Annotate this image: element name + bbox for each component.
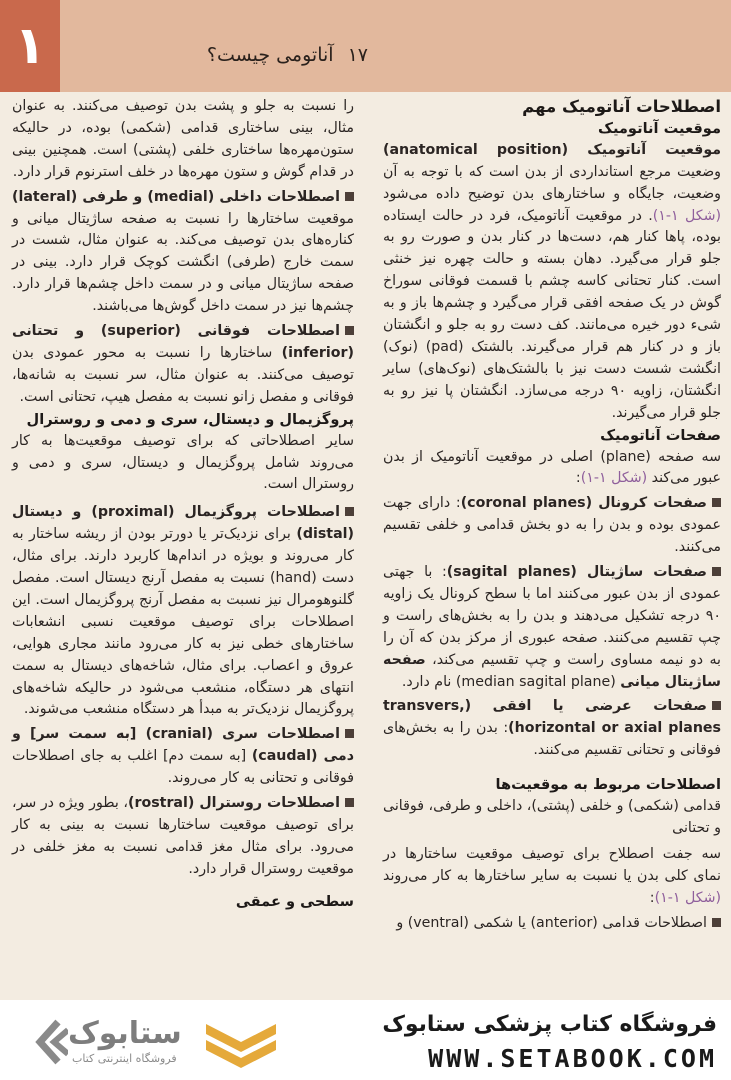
text: اصطلاحات قدامی (anterior) یا شکمی (ventral) و xyxy=(396,914,707,931)
logo-wordmark: ستابوک xyxy=(68,1016,182,1051)
text: : بدن را به بخش‌های فوقانی و تحتانی تقسیم می‌کنند. xyxy=(383,720,721,759)
chapter-number-tab: ١ xyxy=(0,0,60,92)
bullet-superior-inferior xyxy=(12,321,354,409)
text: سه جفت اصطلاح برای توصیف موقعیت ساختارها در نمای کلی بدن یا نسبت به سایر ساختارها به کار می‌روند xyxy=(383,845,721,884)
figure-reference[interactable]: (شکل ۱-۱) xyxy=(654,889,721,906)
paragraph-planes-intro xyxy=(383,447,721,491)
text: [به سمت دم] اغلب به جای اصطلاحات فوقانی و تحتانی به کار می‌روند. xyxy=(12,748,354,787)
text: : xyxy=(575,470,581,487)
store-name: فروشگاه کتاب پزشکی ستابوک xyxy=(382,1012,717,1037)
store-website[interactable]: WWW.SETABOOK.COM xyxy=(428,1044,717,1073)
text: ساختارها را نسبت به محور عمودی بدن توصیف می‌کنند. به عنوان مثال، سر نسبت به شانه‌ها، فوقانی و مفصل زانو نسبت به مفصل هیپ، تحتانی است. xyxy=(12,344,354,405)
text: : xyxy=(649,889,655,906)
term: صفحه ساژیتال میانی xyxy=(383,651,721,690)
bullet-square-icon xyxy=(345,729,354,738)
text: موقعیت ساختارها را نسبت به صفحه ساژیتال میانی و کناره‌های بدن توصیف می‌کند. به عنوان مثال، شست در سمت خارج (طرفی) انگشت کوچک قرار دارد. بینی در صفحه ساژیتال میانی و در سمت داخل چشم‌ها قرار دارد. چشم‌ها نیز در سمت داخل گوش‌ها می‌باشند. xyxy=(12,210,354,315)
bullet-sagittal xyxy=(383,562,721,693)
term: صفحات ساژیتال (sagital planes) xyxy=(446,564,707,581)
section-heading: اصطلاحات آناتومیک مهم xyxy=(522,97,721,116)
term: اصطلاحات سری (cranial) [به سمت سر] و دمی (caudal) xyxy=(12,726,354,765)
bullet-square-icon xyxy=(345,192,354,201)
subheading-position-terms: اصطلاحات مربوط به موقعیت‌ها xyxy=(495,776,721,794)
paragraph-anterior-continued: را نسبت به جلو و پشت بدن توصیف می‌کنند. به عنوان مثال، بینی ساختاری قدامی (شکمی) بوده، در حالیکه ستون‌مهره‌ها ساختاری خلفی (پشتی) است. همچنین بینی در قدام گوش و ستون مهره‌ها در خلف استرنوم قرار دارد. xyxy=(12,98,354,180)
bullet-square-icon xyxy=(712,498,721,507)
page-header xyxy=(0,0,731,92)
term: موقعیت آناتومیک (anatomical position) xyxy=(383,141,721,158)
text: سه صفحه (plane) اصلی در موقعیت آناتومیک از بدن عبور می‌کند xyxy=(383,448,722,487)
term: صفحات کرونال (coronal planes) xyxy=(460,495,708,512)
text: : با جهتی عمودی از بدن عبور می‌کنند اما با سطح کرونال یک زاویه ۹۰ درجه تشکیل می‌دهند و بدن را به بخش‌های راست و چپ تقسیم می‌کنند. صفحه عبوری از مرکز بدن که آن را به دو نیمه مساوی راست و چپ تقسیم می‌کند، xyxy=(383,564,721,668)
figure-reference[interactable]: (شکل ۱-۱) xyxy=(580,470,648,487)
setabook-logo[interactable] xyxy=(28,1012,278,1072)
right-column xyxy=(383,96,721,935)
term: اصطلاحات روسترال (rostral) xyxy=(127,795,340,812)
bullet-square-icon xyxy=(712,567,721,576)
bullet-transverse xyxy=(383,696,721,762)
bullet-cranial-caudal xyxy=(12,724,354,790)
paragraph-position-pairs: قدامی (شکمی) و خلفی (پشتی)، داخلی و طرفی، فوقانی و تحتانی xyxy=(383,798,721,836)
paragraph-three-pairs xyxy=(383,844,721,910)
bullet-square-icon xyxy=(345,507,354,516)
text: ، بطور ویژه در سر، برای توصیف موقعیت ساختارها نسبت به بینی به کار می‌رود. برای مثال مغز قدامی نسبت به مغز خلفی در موقعیت روسترال قرار دارد. xyxy=(12,795,354,877)
term: اصطلاحات فوقانی (superior) و تحتانی (inferior) xyxy=(12,323,354,361)
text: وضعیت مرجع استانداردی از بدن است که با توجه به آن وضعیت، جایگاه و ساختارهای بدن توضیح داده می‌شود xyxy=(383,163,721,202)
chevrons-logo-icon xyxy=(28,1012,68,1072)
bullet-coronal xyxy=(383,493,721,559)
text: . در موقعیت آناتومیک، فرد در حالت ایستاده بوده، پاها کنار هم، دست‌ها در کنار بدن و صورت رو به جلو قرار می‌گیرد. دهان بسته و حالت چهره نیز خنثی است. کنار تحتانی کاسه چشم با قسمت فوقانی سوراخ گوش در یک صفحه افقی قرار می‌گیرد و چشم‌ها باز و به شیء دور خیره می‌مانند. کف دست رو به جلو و انگشتان باز و در کنار هم قرار می‌گیرند. بالشتک (pad) (نوک) انگشت شست دست نیز با بالشتک‌های (نوک‌های) سایر انگشتان، زاویه ۹۰ درجه می‌سازد. انگشتان پا نیز رو به جلو قرار می‌گیرند. xyxy=(383,207,722,421)
header-text xyxy=(68,44,368,66)
bullet-rostral xyxy=(12,793,354,881)
store-footer xyxy=(0,1000,731,1080)
paragraph-other-terms: سایر اصطلاحاتی که برای توصیف موقعیت‌ها به کار می‌روند شامل پروگزیمال و دیستال، سری و دمی و روسترال است. xyxy=(12,432,354,493)
term: اصطلاحات پروگزیمال (proximal) و دیستال (distal) xyxy=(12,504,354,543)
bullet-medial-lateral xyxy=(12,187,354,318)
subheading-superficial-deep: سطحی و عمقی xyxy=(235,892,354,910)
subheading-anatomical-position: موقعیت آناتومیک xyxy=(598,119,721,137)
paragraph-anatomical-position xyxy=(383,140,721,425)
bullet-square-icon xyxy=(345,798,354,807)
bullet-square-icon xyxy=(712,918,721,927)
text: : دارای جهت عمودی بوده و بدن را به دو بخش قدامی و خلفی تقسیم می‌کنند. xyxy=(383,495,721,556)
figure-reference[interactable]: (شکل ۱-۱) xyxy=(652,207,722,224)
text: (median sagital plane) نام دارد. xyxy=(401,673,621,690)
book-stack-logo-icon xyxy=(206,1018,276,1070)
text: برای نزدیک‌تر یا دورتر بودن از ریشه ساختار به کار می‌روند و بویژه در اندام‌ها کاربرد دارند. برای مثال، دست (hand) نسبت به مفصل آرنج دیستال است. مفصل گلنوهومرال نیز نسبت به مفصل آرنج پروگزیمال است. این اصطلاحات برای توصیف موقعیت نسبی انشعابات ساختارهای خطی نیز به کار می‌رود مانند مجاری هوایی، عروق و اعصاب. برای مثال، شاخه‌های دیستال به سمت انتهای هر دستگاه، منشعب می‌شود در حالیکه شاخه‌های پروگزیمال نزدیک‌تر به مبدأ هر دستگاه منشعب می‌شوند. xyxy=(12,526,354,718)
bullet-anterior-cut xyxy=(383,913,721,935)
bullet-square-icon xyxy=(345,326,354,335)
subheading-anatomical-planes: صفحات آناتومیک xyxy=(600,426,721,444)
page-number: ١٧ xyxy=(347,44,368,66)
chapter-title: آناتومی چیست؟ xyxy=(206,44,334,66)
term: اصطلاحات داخلی (medial) و طرفی (lateral) xyxy=(12,188,340,205)
logo-subtitle: فروشگاه اینترنتی کتاب xyxy=(72,1052,177,1065)
term: صفحات عرضی یا افقی (transvers, horizontal or axial planes) xyxy=(383,698,721,737)
bullet-proximal-distal xyxy=(12,502,354,721)
left-column xyxy=(12,96,354,913)
subheading-proximal-distal: پروگزیمال و دیستال، سری و دمی و روسترال xyxy=(26,410,354,428)
bullet-square-icon xyxy=(712,701,721,710)
